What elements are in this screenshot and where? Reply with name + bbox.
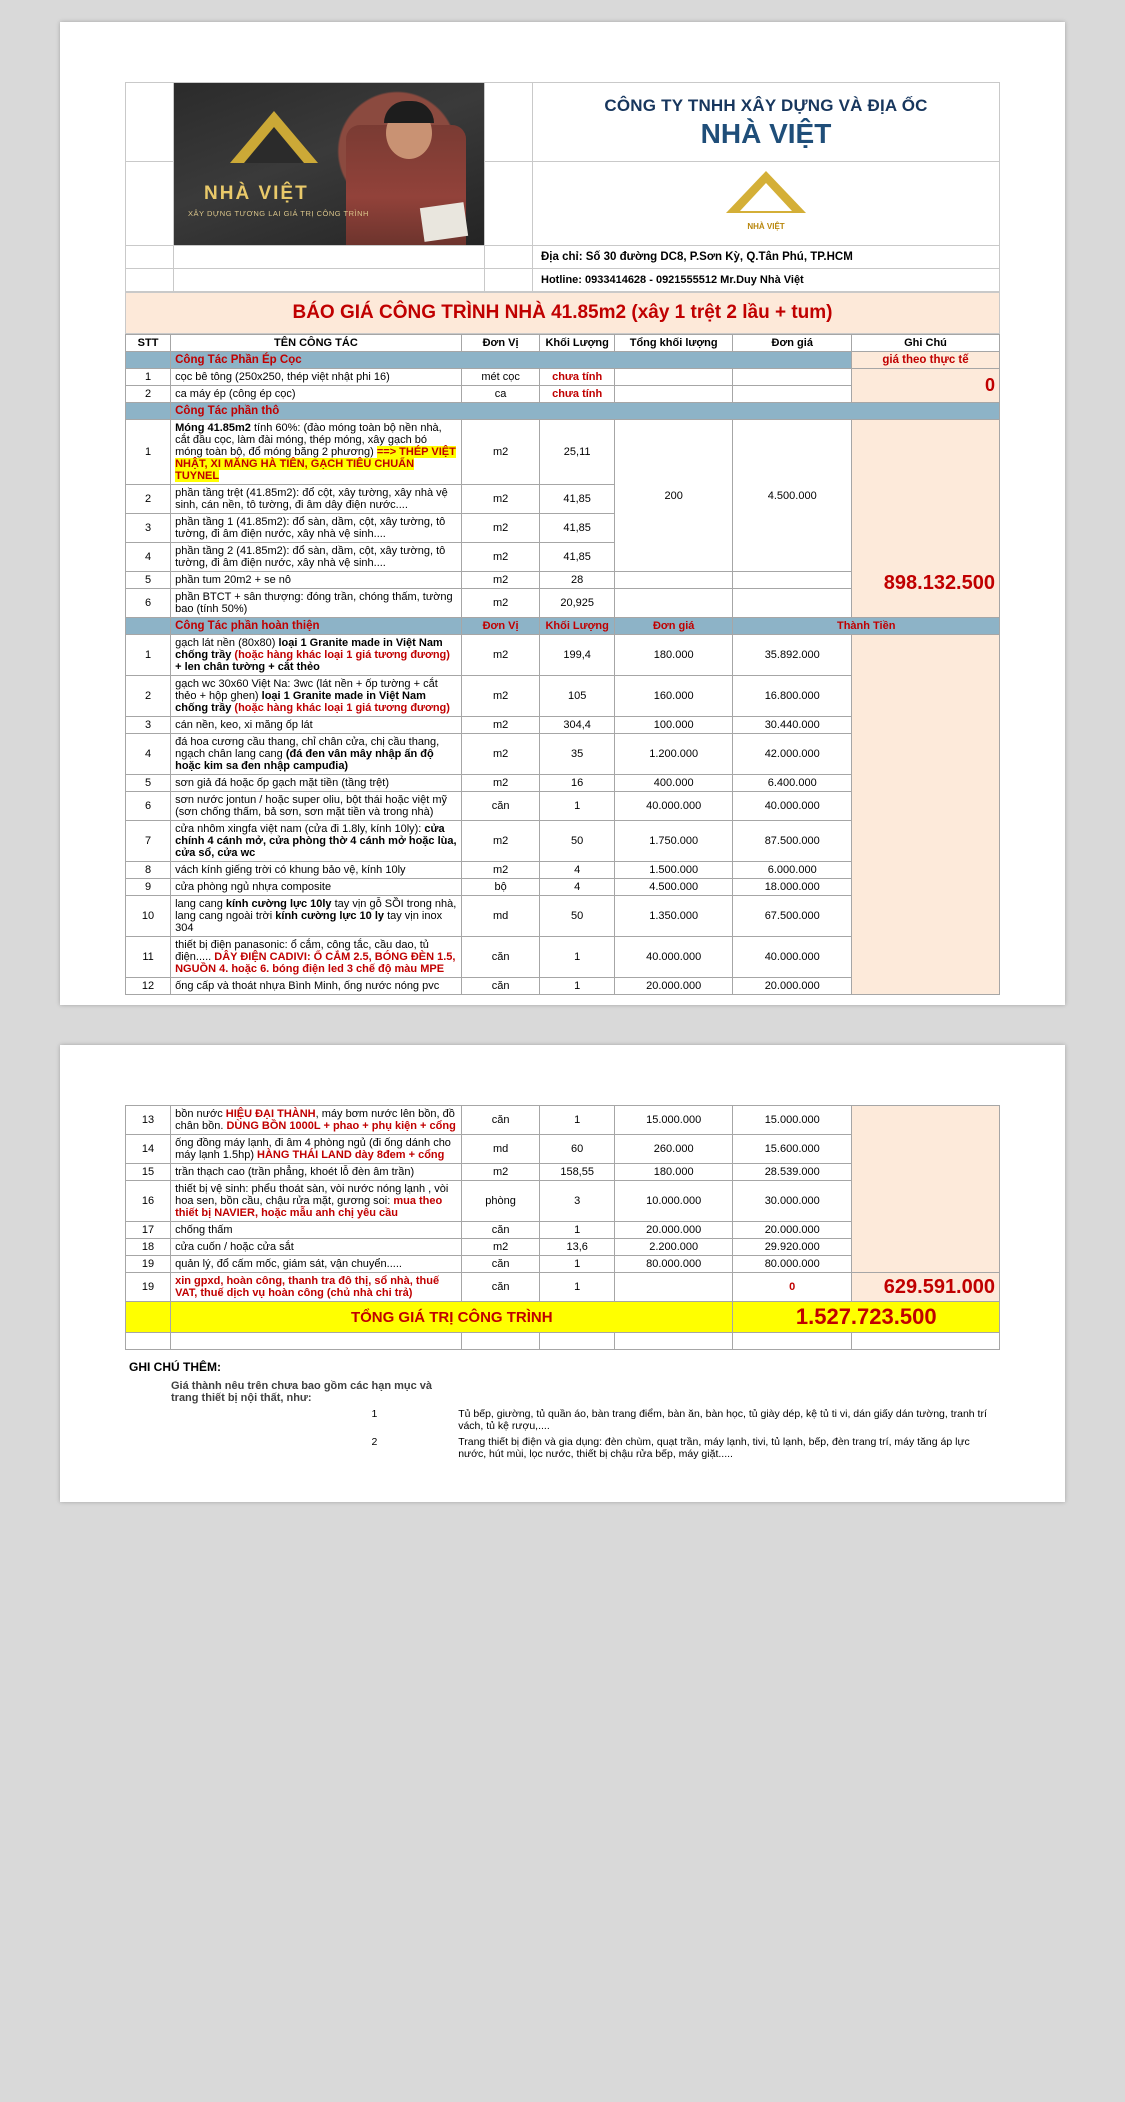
finishing-amount-cell	[852, 635, 1000, 995]
cell-stt: 6	[126, 589, 171, 618]
header-spacer-left	[126, 83, 174, 162]
cell-name: cửa cuốn / hoặc cửa sắt	[171, 1239, 462, 1256]
cell-name-part2: DÂY ĐIỆN CADIVI: Ổ CẮM 2.5, BÓNG ĐÈN 1.5, NGUỒN 4. hoặc 6. bóng điện led 3 chế độ màu MPE	[175, 951, 456, 975]
notes-subtitle: Giá thành nêu trên chưa bao gồm các hạn mục và trang thiết bị nội thất, như:	[171, 1380, 433, 1404]
cell-stt: 13	[126, 1106, 171, 1135]
cell-unit: căn	[461, 1273, 540, 1302]
cell-price: 80.000.000	[614, 1256, 733, 1273]
cell-name: phần tầng trệt (41.85m2): đổ cột, xây tường, xây nhà vệ sinh, cán nền, tô tường, đi âm dây điện nước....	[171, 485, 462, 514]
cell-qty: 1	[540, 1256, 614, 1273]
cell-stt: 2	[126, 386, 171, 403]
cell-unit: m2	[461, 514, 540, 543]
cell-stt: 18	[126, 1239, 171, 1256]
header-spacer-left-2	[126, 162, 174, 246]
table-row	[126, 1273, 1000, 1302]
cell-name	[171, 937, 462, 978]
cell-qty: 16	[540, 775, 614, 792]
emblem-label: NHÀ VIỆT	[747, 222, 785, 231]
page-title: BÁO GIÁ CÔNG TRÌNH NHÀ 41.85m2 (xây 1 trệt 2 lầu + tum)	[125, 292, 1000, 334]
cell-unit: bộ	[461, 879, 540, 896]
cell-name-part3: (hoặc hàng khác loại 1 giá tương đương)	[234, 649, 450, 661]
cell-stt: 17	[126, 1222, 171, 1239]
cell-stt: 10	[126, 896, 171, 937]
col2-header-qty: Khối Lượng	[540, 618, 614, 635]
cell-qty: chưa tính	[540, 386, 614, 403]
col-header-name: TÊN CÔNG TÁC	[171, 335, 462, 352]
company-title: CÔNG TY TNHH XÂY DỰNG VÀ ĐỊA ỐC	[604, 96, 928, 115]
cell-total-qty	[614, 386, 733, 403]
cell-unit: căn	[461, 1106, 540, 1135]
cell-unit-price	[733, 386, 852, 403]
note-text: Tủ bếp, giường, tủ quần áo, bàn trang điểm, bàn ăn, bàn học, tủ giày dép, kệ tủ ti vi, dán giấy dán tường, tranh trí vách, tủ kệ rượu,....	[458, 1408, 987, 1432]
col-header-note: Ghi Chú	[852, 335, 1000, 352]
cell-qty: 1	[540, 792, 614, 821]
cell-amount: 15.600.000	[733, 1135, 852, 1164]
cell-qty: 41,85	[540, 485, 614, 514]
logo-text: NHÀ VIỆT	[204, 183, 309, 204]
cell-qty: 41,85	[540, 543, 614, 572]
cell-note-value: 0	[852, 369, 1000, 403]
cell-name	[171, 676, 462, 717]
cell-name-part3: tay vịn gỗ SỒI trong nhà, lang cang ngoài trời	[175, 898, 457, 922]
quote-sheet-1	[60, 22, 1065, 1005]
cell-name: phần BTCT + sân thượng: đóng trần, chóng thấm, tường bao (tính 50%)	[171, 589, 462, 618]
cell-stt: 16	[126, 1181, 171, 1222]
cell-name	[171, 896, 462, 937]
cell-name: ống cấp và thoát nhựa Bình Minh, ống nước nóng pvc	[171, 978, 462, 995]
blank-cell	[614, 1333, 733, 1350]
cell-qty: 50	[540, 821, 614, 862]
cell-name-part1: thiết bị vệ sinh: phểu thoát sàn, vòi nước nóng lạnh , vòi hoa sen, bồn cầu, chậu rửa mặt, gương soi:	[175, 1183, 449, 1207]
company-emblem-block	[533, 162, 1000, 246]
cell-total-qty	[614, 589, 733, 618]
cell-amount: 42.000.000	[733, 734, 852, 775]
header-spacer-mid-4	[485, 269, 533, 292]
section-rough-stt	[126, 403, 171, 420]
cell-unit-price: 4.500.000	[733, 420, 852, 572]
quote-table-continued	[125, 1105, 1000, 1350]
col-header-stt: STT	[126, 335, 171, 352]
section-row-finishing	[126, 618, 1000, 635]
section-row-piling	[126, 352, 1000, 369]
cell-unit: m2	[461, 862, 540, 879]
header-spacer-left-4	[126, 269, 174, 292]
company-emblem-icon	[720, 169, 812, 231]
cell-unit-price	[733, 589, 852, 618]
cell-qty: 13,6	[540, 1239, 614, 1256]
cell-amount: 67.500.000	[733, 896, 852, 937]
cell-price: 1.350.000	[614, 896, 733, 937]
cell-name: vách kính giếng trời có khung bảo vệ, kính 10ly	[171, 862, 462, 879]
finishing-total-value: 629.591.000	[883, 1275, 995, 1298]
col-header-unit: Đơn Vị	[461, 335, 540, 352]
cell-name: phần tầng 1 (41.85m2): đổ sàn, dầm, cột, xây tường, tô tường, đi âm điện nước, xây nhà vệ sinh....	[171, 514, 462, 543]
table-row	[126, 635, 1000, 676]
cell-name: phần tum 20m2 + se nô	[171, 572, 462, 589]
cell-qty: 60	[540, 1135, 614, 1164]
cell-qty: 25,11	[540, 420, 614, 485]
blank-cell	[733, 1333, 852, 1350]
cell-stt: 6	[126, 792, 171, 821]
cell-price: 1.200.000	[614, 734, 733, 775]
cell-price: 1.500.000	[614, 862, 733, 879]
cell-amount: 30.000.000	[733, 1181, 852, 1222]
cell-stt: 19	[126, 1273, 171, 1302]
finishing-total-cell	[852, 1273, 1000, 1302]
cell-qty: 1	[540, 1106, 614, 1135]
blank-cell	[852, 1333, 1000, 1350]
cell-name-part1: cửa nhôm xingfa việt nam (cửa đi 1.8ly, kính 10ly):	[175, 823, 425, 835]
cell-name	[171, 1106, 462, 1135]
cell-name-part1: gạch wc 30x60 Việt Na: 3wc (lát nền + ốp tường + cắt thẻo + hộp ghen)	[175, 678, 438, 702]
cell-name: sơn nước jontun / hoặc super oliu, bột thái hoặc việt mỹ (sơn chống thấm, bả sơn, sơn mặt tiền và trong nhà)	[171, 792, 462, 821]
cell-qty: 35	[540, 734, 614, 775]
cell-total-qty	[614, 572, 733, 589]
note-indent	[125, 1406, 167, 1434]
col-header-qty: Khối Lượng	[540, 335, 614, 352]
cell-amount: 20.000.000	[733, 1222, 852, 1239]
notes-subtitle-row	[125, 1376, 1000, 1406]
cell-amount: 6.400.000	[733, 775, 852, 792]
cell-name-part3: , máy bơm nước lên bồn, đồ chân bồn.	[175, 1108, 455, 1132]
quote-table	[125, 334, 1000, 995]
cell-unit: m2	[461, 1239, 540, 1256]
section-finishing-label: Công Tác phần hoàn thiện	[171, 618, 462, 635]
cell-total-qty	[614, 369, 733, 386]
cell-qty: 20,925	[540, 589, 614, 618]
cell-qty: 41,85	[540, 514, 614, 543]
document-page	[0, 22, 1125, 1502]
section-piling-label: Công Tác Phần Ép Cọc	[171, 352, 852, 369]
cell-price: 2.200.000	[614, 1239, 733, 1256]
header-spacer-photo-3	[174, 246, 485, 269]
cell-stt: 14	[126, 1135, 171, 1164]
cell-qty: chưa tính	[540, 369, 614, 386]
cell-price: 400.000	[614, 775, 733, 792]
note-spacer	[167, 1434, 295, 1462]
cell-stt: 5	[126, 572, 171, 589]
cell-name: quản lý, đổ cấm mốc, giám sát, vận chuyển.....	[171, 1256, 462, 1273]
cell-name-main: Móng 41.85m2	[175, 422, 251, 434]
cell-unit: căn	[461, 937, 540, 978]
cell-amount: 20.000.000	[733, 978, 852, 995]
cell-amount: 40.000.000	[733, 937, 852, 978]
cell-stt: 3	[126, 514, 171, 543]
cell-unit: phòng	[461, 1181, 540, 1222]
notes-title-row	[125, 1358, 1000, 1376]
document-prop	[420, 202, 468, 242]
cell-price	[614, 1273, 733, 1302]
cell-name	[171, 734, 462, 775]
cell-stt: 2	[126, 676, 171, 717]
note-spacer	[167, 1406, 295, 1434]
cell-stt: 7	[126, 821, 171, 862]
cell-rough-amount	[852, 420, 1000, 618]
cell-amount: 29.920.000	[733, 1239, 852, 1256]
cell-price: 160.000	[614, 676, 733, 717]
cell-amount: 35.892.000	[733, 635, 852, 676]
section-piling-stt	[126, 352, 171, 369]
cell-name	[171, 1181, 462, 1222]
cell-price: 10.000.000	[614, 1181, 733, 1222]
grand-total-spacer	[126, 1302, 171, 1333]
header-spacer-photo-4	[174, 269, 485, 292]
notes-spacer	[455, 1376, 1000, 1406]
col2-header-price: Đơn giá	[614, 618, 733, 635]
house-logo-icon	[226, 111, 322, 181]
cell-amount: 87.500.000	[733, 821, 852, 862]
section-rough-label: Công Tác phần thô	[171, 403, 1000, 420]
cell-name	[171, 635, 462, 676]
note-item	[125, 1434, 1000, 1462]
blank-cell	[126, 1333, 171, 1350]
cell-total-qty: 200	[614, 420, 733, 572]
cell-name-part2: (đá đen vân mây nhập ấn độ hoặc kim sa đen nhập campuđia)	[175, 748, 434, 772]
cell-price: 1.750.000	[614, 821, 733, 862]
col-header-total-qty: Tổng khối lượng	[614, 335, 733, 352]
cell-name: chống thấm	[171, 1222, 462, 1239]
finishing-amount-spacer	[852, 1106, 1000, 1273]
cell-unit: m2	[461, 717, 540, 734]
cell-name-part1: đá hoa cương cầu thang, chỉ chân cửa, chị cầu thang, ngạch chân lang cang	[175, 736, 440, 760]
cell-amount: 16.800.000	[733, 676, 852, 717]
header-spacer-mid-3	[485, 246, 533, 269]
cell-price: 180.000	[614, 1164, 733, 1181]
cell-unit: m2	[461, 635, 540, 676]
cell-unit-price	[733, 572, 852, 589]
cell-name-part4: + len chân tường + cắt thẻo	[175, 661, 320, 673]
cell-name	[171, 1135, 462, 1164]
cell-amount: 18.000.000	[733, 879, 852, 896]
cell-unit: căn	[461, 792, 540, 821]
notes-table	[125, 1358, 1000, 1462]
cell-stt: 4	[126, 734, 171, 775]
cell-name: cọc bê tông (250x250, thép việt nhật phi 16)	[171, 369, 462, 386]
cell-name-detail: tính 60%: (đào móng toàn bộ nền nhà, cắt đầu cọc, làm đài móng, thép móng, xây gạch bó móng toàn bộ, đổ móng băng 2 phương)	[175, 422, 442, 458]
cell-unit: mét cọc	[461, 369, 540, 386]
cell-name-part1: gạch lát nền (80x80)	[175, 637, 279, 649]
person-hair	[384, 101, 434, 123]
blank-cell	[461, 1333, 540, 1350]
cell-stt: 2	[126, 485, 171, 514]
cell-unit: m2	[461, 589, 540, 618]
quote-sheet-2	[60, 1045, 1065, 1502]
cell-unit: m2	[461, 821, 540, 862]
cell-stt: 8	[126, 862, 171, 879]
cell-qty: 50	[540, 896, 614, 937]
section-row-rough	[126, 403, 1000, 420]
header-spacer-mid-2	[485, 162, 533, 246]
blank-cell	[540, 1333, 614, 1350]
col-header-unit-price: Đơn giá	[733, 335, 852, 352]
company-header-block	[533, 83, 1000, 162]
blank-cell	[171, 1333, 462, 1350]
cell-name-part2: HIỆU ĐẠI THÀNH	[225, 1108, 316, 1120]
grand-total-value: 1.527.723.500	[733, 1302, 1000, 1333]
cell-qty: 1	[540, 978, 614, 995]
cell-qty: 158,55	[540, 1164, 614, 1181]
cell-price: 40.000.000	[614, 937, 733, 978]
cell-price: 260.000	[614, 1135, 733, 1164]
cell-price: 20.000.000	[614, 1222, 733, 1239]
cell-name-part2: HÀNG THÁI LAND dày 8đem + cổng	[257, 1149, 445, 1161]
cell-price: 20.000.000	[614, 978, 733, 995]
cell-name-part2: mua theo thiết bị NAVIER, hoặc mẫu anh chị yêu cầu	[175, 1195, 443, 1219]
header-spacer-mid	[485, 83, 533, 162]
cell-unit: m2	[461, 734, 540, 775]
cell-unit: m2	[461, 420, 540, 485]
cell-name-part1: xin gpxd, hoàn công, thanh tra đô thị, sổ nhà, thuế VAT, thuế dịch vụ hoàn công (chủ nhà chi trả)	[175, 1275, 440, 1299]
company-photo-logo	[174, 83, 485, 246]
cell-qty: 105	[540, 676, 614, 717]
cell-price: 4.500.000	[614, 879, 733, 896]
cell-name-part1: bồn nước	[175, 1108, 226, 1120]
cell-name: phần tầng 2 (41.85m2): đổ sàn, dầm, cột, xây tường, tô tường, đi âm điện nước, xây nhà vệ sinh....	[171, 543, 462, 572]
cell-name-part4: DÙNG BỒN 1000L + phao + phụ kiện + cổng	[226, 1120, 456, 1132]
notes-indent	[125, 1376, 167, 1406]
cell-unit-price	[733, 369, 852, 386]
cell-name	[171, 1273, 462, 1302]
cell-amount: 15.000.000	[733, 1106, 852, 1135]
cell-name	[171, 420, 462, 485]
cell-name: trần thạch cao (trần phẳng, khoét lỗ đèn âm trần)	[171, 1164, 462, 1181]
col2-header-amount: Thành Tiền	[733, 618, 1000, 635]
cell-stt: 12	[126, 978, 171, 995]
company-name: NHÀ VIỆT	[700, 118, 832, 149]
cell-unit: md	[461, 1135, 540, 1164]
cell-unit: m2	[461, 1164, 540, 1181]
rough-amount-value: 898.132.500	[883, 572, 995, 594]
cell-qty: 1	[540, 937, 614, 978]
notes-title: GHI CHÚ THÊM:	[129, 1360, 221, 1374]
cell-amount: 40.000.000	[733, 792, 852, 821]
letterhead	[125, 82, 1000, 292]
cell-name: sơn giả đá hoặc ốp gạch mặt tiền (tầng trệt)	[171, 775, 462, 792]
cell-qty: 199,4	[540, 635, 614, 676]
cell-qty: 304,4	[540, 717, 614, 734]
section-finishing-stt	[126, 618, 171, 635]
company-address: Địa chỉ: Số 30 đường DC8, P.Sơn Kỳ, Q.Tân Phú, TP.HCM	[533, 246, 1000, 269]
cell-stt: 1	[126, 369, 171, 386]
cell-name-part1: lang cang	[175, 898, 226, 910]
cell-price: 180.000	[614, 635, 733, 676]
cell-name-part1: thiết bị điện panasonic: ổ cắm, công tắc, cầu dao, tủ điện.....	[175, 939, 429, 963]
col2-header-unit: Đơn Vị	[461, 618, 540, 635]
cell-name-highlight: ==> THÉP VIỆT NHẬT, XI MĂNG HÀ TIÊN, GẠCH TIÊU CHUẨN TUYNEL	[175, 446, 456, 482]
cell-qty: 1	[540, 1222, 614, 1239]
header-spacer-left-3	[126, 246, 174, 269]
cell-amount: 28.539.000	[733, 1164, 852, 1181]
cell-stt: 19	[126, 1256, 171, 1273]
cell-unit: m2	[461, 572, 540, 589]
table-row	[126, 1106, 1000, 1135]
table-header-row	[126, 335, 1000, 352]
cell-stt: 3	[126, 717, 171, 734]
cell-stt: 5	[126, 775, 171, 792]
cell-unit: ca	[461, 386, 540, 403]
cell-stt: 1	[126, 635, 171, 676]
cell-unit: căn	[461, 978, 540, 995]
cell-amount: 80.000.000	[733, 1256, 852, 1273]
cell-name-part2: loại 1 Granite made in Việt Nam chống trầy	[175, 637, 443, 661]
cell-name-part5: tay vịn inox 304	[175, 910, 443, 934]
cell-amount: 0	[733, 1273, 852, 1302]
cell-name: ca máy ép (công ép cọc)	[171, 386, 462, 403]
cell-name-part1: ống đồng máy lạnh, đi âm 4 phòng ngủ (đi ống dánh cho máy lạnh 1.5hp)	[175, 1137, 451, 1161]
cell-unit: md	[461, 896, 540, 937]
cell-amount: 30.440.000	[733, 717, 852, 734]
cell-unit: m2	[461, 775, 540, 792]
cell-stt: 1	[126, 420, 171, 485]
grand-total-label: TỔNG GIÁ TRỊ CÔNG TRÌNH	[171, 1302, 733, 1333]
note-number: 1	[371, 1408, 378, 1420]
note-item	[125, 1406, 1000, 1434]
company-hotline: Hotline: 0933414628 - 0921555512 Mr.Duy Nhà Việt	[533, 269, 1000, 292]
cell-qty: 1	[540, 1273, 614, 1302]
cell-qty: 4	[540, 862, 614, 879]
cell-name-part3: (hoặc hàng khác loại 1 giá tương đương)	[234, 702, 450, 714]
logo-slogan: XÂY DỰNG TƯƠNG LAI GIÁ TRỊ CÔNG TRÌNH	[188, 209, 369, 218]
team-photo	[174, 83, 484, 245]
cell-name: cửa phòng ngủ nhựa composite	[171, 879, 462, 896]
cell-qty: 3	[540, 1181, 614, 1222]
note-indent	[125, 1434, 167, 1462]
cell-name-part2: kính cường lực 10ly	[225, 898, 332, 910]
table-row	[126, 369, 1000, 386]
table-row	[126, 420, 1000, 485]
cell-qty: 28	[540, 572, 614, 589]
cell-name-part4: kính cường lực 10 ly	[275, 910, 385, 922]
cell-amount: 6.000.000	[733, 862, 852, 879]
cell-qty: 4	[540, 879, 614, 896]
note-number: 2	[371, 1436, 378, 1448]
blank-row	[126, 1333, 1000, 1350]
cell-stt: 15	[126, 1164, 171, 1181]
section-piling-note: giá theo thực tế	[852, 352, 1000, 369]
grand-total-row	[126, 1302, 1000, 1333]
cell-name-part2: cửa chính 4 cánh mở, cửa phòng thờ 4 cánh mở hoặc lùa, cửa sổ, cửa wc	[175, 823, 457, 859]
cell-stt: 9	[126, 879, 171, 896]
cell-name: cán nền, keo, xi măng ốp lát	[171, 717, 462, 734]
cell-name	[171, 821, 462, 862]
cell-name-part2: loại 1 Granite made in Việt Nam chống trầy	[175, 690, 426, 714]
note-text: Trang thiết bị điện và gia dụng: đèn chùm, quạt trần, máy lạnh, tivi, tủ lạnh, bếp, đèn trang trí, máy tăng áp lực nước, hút mùi, lọc nước, thiết bị chậu rửa bếp, máy giặt.....	[458, 1436, 970, 1460]
cell-unit: căn	[461, 1256, 540, 1273]
cell-unit: căn	[461, 1222, 540, 1239]
cell-unit: m2	[461, 485, 540, 514]
cell-price: 100.000	[614, 717, 733, 734]
cell-stt: 11	[126, 937, 171, 978]
cell-price: 40.000.000	[614, 792, 733, 821]
cell-unit: m2	[461, 676, 540, 717]
emblem	[534, 163, 998, 244]
cell-price: 15.000.000	[614, 1106, 733, 1135]
cell-stt: 4	[126, 543, 171, 572]
cell-unit: m2	[461, 543, 540, 572]
